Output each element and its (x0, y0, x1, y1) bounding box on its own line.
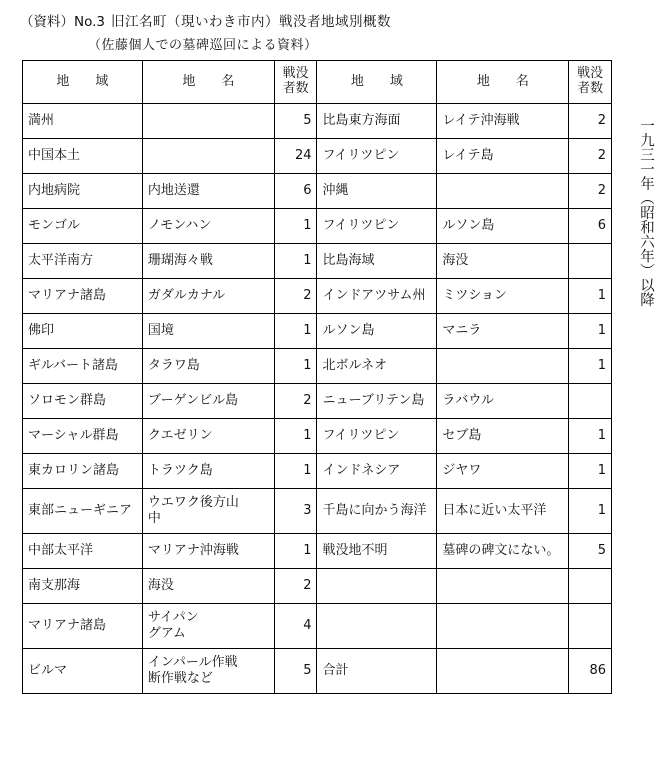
cell-region-left: 東カロリン諸島 (23, 454, 143, 489)
cell-count-left: 1 (274, 314, 317, 349)
cell-region-left: 東部ニューギニア (23, 489, 143, 534)
cell-count-left: 3 (274, 489, 317, 534)
cell-count-right: 2 (569, 139, 612, 174)
cell-region-left: マリアナ諸島 (23, 604, 143, 649)
cell-count-right: 1 (569, 454, 612, 489)
cell-count-left: 1 (274, 244, 317, 279)
cell-place-right: ラバウル (437, 384, 569, 419)
table-row (23, 349, 612, 384)
cell-count-left: 2 (274, 384, 317, 419)
cell-region-right: ルソン島 (317, 314, 437, 349)
header-main-line (20, 10, 600, 30)
table-row (23, 244, 612, 279)
table-row (23, 534, 612, 569)
table-row (23, 489, 612, 534)
cell-place-left: 海没 (142, 569, 274, 604)
cell-count-left: 1 (274, 534, 317, 569)
cell-count-left: 2 (274, 279, 317, 314)
casualty-table-container (22, 60, 612, 694)
cell-region-left: ギルバート諸島 (23, 349, 143, 384)
document-header (20, 10, 600, 53)
table-row (23, 139, 612, 174)
cell-place-right: ルソン島 (437, 209, 569, 244)
header-count-right-line2: 者数 (577, 81, 604, 96)
table-row (23, 419, 612, 454)
cell-count-right: 1 (569, 279, 612, 314)
table-row (23, 279, 612, 314)
cell-region-left: 中国本土 (23, 139, 143, 174)
cell-place-right (437, 649, 569, 694)
cell-place-right: セブ島 (437, 419, 569, 454)
header-place-right: 地 名 (437, 61, 569, 104)
cell-region-right: 北ボルネオ (317, 349, 437, 384)
header-region-right: 地 域 (317, 61, 437, 104)
cell-place-left: 国境 (142, 314, 274, 349)
table-body (23, 104, 612, 694)
cell-place-left: マリアナ沖海戦 (142, 534, 274, 569)
cell-region-left: ビルマ (23, 649, 143, 694)
cell-place-left: ノモンハン (142, 209, 274, 244)
cell-count-left: 1 (274, 454, 317, 489)
table-header-row (23, 61, 612, 104)
cell-place-right: 日本に近い太平洋 (437, 489, 569, 534)
cell-line: インパール作戦 (147, 654, 238, 670)
cell-count-right (569, 384, 612, 419)
header-region-left: 地 域 (23, 61, 143, 104)
cell-place-right: マニラ (437, 314, 569, 349)
cell-line: サイパン (147, 609, 199, 625)
header-count-right (569, 61, 612, 104)
cell-count-right: 6 (569, 209, 612, 244)
cell-region-left: ソロモン群島 (23, 384, 143, 419)
cell-line: グアム (147, 626, 186, 641)
cell-count-right: 2 (569, 104, 612, 139)
cell-count-right: 1 (569, 419, 612, 454)
cell-place-left: タラワ島 (142, 349, 274, 384)
cell-count-right (569, 569, 612, 604)
cell-place-left: ガダルカナル (142, 279, 274, 314)
cell-count-right: 86 (569, 649, 612, 694)
cell-place-left: クエゼリン (142, 419, 274, 454)
cell-count-left: 5 (274, 649, 317, 694)
header-count-left-line1: 戦没 (282, 66, 309, 82)
cell-region-right: フイリツピン (317, 419, 437, 454)
cell-region-left: 南支那海 (23, 569, 143, 604)
table-row (23, 174, 612, 209)
cell-region-left: 内地病院 (23, 174, 143, 209)
cell-place-right: 墓碑の碑文にない。 (437, 534, 569, 569)
cell-count-left: 4 (274, 604, 317, 649)
cell-place-right: レイテ沖海戦 (437, 104, 569, 139)
cell-region-right: 戦没地不明 (317, 534, 437, 569)
cell-region-right (317, 569, 437, 604)
cell-region-left: 太平洋南方 (23, 244, 143, 279)
cell-region-right: インドネシア (317, 454, 437, 489)
cell-region-right: 合計 (317, 649, 437, 694)
cell-place-right: ジヤワ (437, 454, 569, 489)
cell-region-right: 千島に向かう海洋 (317, 489, 437, 534)
cell-region-left: 中部太平洋 (23, 534, 143, 569)
cell-region-left: マーシャル群島 (23, 419, 143, 454)
cell-count-right: 5 (569, 534, 612, 569)
table-row (23, 454, 612, 489)
cell-count-right: 1 (569, 314, 612, 349)
document-title: 旧江名町（現いわき市内）戦没者地域別概数 (111, 14, 392, 30)
casualty-table (22, 60, 612, 694)
cell-place-left: 珊瑚海々戦 (142, 244, 274, 279)
cell-place-left: ブーゲンビル島 (142, 384, 274, 419)
cell-count-right (569, 604, 612, 649)
cell-region-right (317, 604, 437, 649)
cell-place-right (437, 349, 569, 384)
cell-region-right: 沖縄 (317, 174, 437, 209)
cell-count-left: 6 (274, 174, 317, 209)
cell-count-right: 1 (569, 489, 612, 534)
cell-place-right: ミツション (437, 279, 569, 314)
cell-place-left (142, 489, 274, 534)
table-row (23, 569, 612, 604)
cell-place-left (142, 649, 274, 694)
cell-place-left: 内地送還 (142, 174, 274, 209)
cell-count-left: 1 (274, 419, 317, 454)
cell-count-left: 5 (274, 104, 317, 139)
cell-region-left: モンゴル (23, 209, 143, 244)
cell-count-left: 24 (274, 139, 317, 174)
cell-place-right (437, 174, 569, 209)
cell-place-right (437, 569, 569, 604)
table-row (23, 314, 612, 349)
cell-region-right: フイリツピン (317, 209, 437, 244)
cell-count-right: 2 (569, 174, 612, 209)
cell-region-left: 佛印 (23, 314, 143, 349)
cell-place-left: トラツク島 (142, 454, 274, 489)
cell-region-left: マリアナ諸島 (23, 279, 143, 314)
cell-place-right: 海没 (437, 244, 569, 279)
cell-region-right: インドアツサム州 (317, 279, 437, 314)
table-row (23, 104, 612, 139)
cell-line: 断作戦など (147, 671, 213, 686)
cell-count-left: 1 (274, 349, 317, 384)
vertical-side-note: 一九三一年（昭和六年）以降 (638, 117, 654, 307)
cell-line: ウエワク後方山 (147, 494, 239, 510)
cell-region-right: ニューブリテン島 (317, 384, 437, 419)
cell-region-left: 満州 (23, 104, 143, 139)
table-row (23, 604, 612, 649)
cell-region-right: 比島海域 (317, 244, 437, 279)
header-count-left (274, 61, 317, 104)
source-label: （資料）No.3 (20, 14, 106, 30)
header-count-right-line1: 戦没 (577, 66, 604, 82)
table-row (23, 384, 612, 419)
header-place-left: 地 名 (142, 61, 274, 104)
table-row (23, 209, 612, 244)
cell-place-left (142, 604, 274, 649)
cell-count-left: 2 (274, 569, 317, 604)
cell-place-left (142, 139, 274, 174)
cell-place-right (437, 604, 569, 649)
table-row (23, 649, 612, 694)
cell-count-right (569, 244, 612, 279)
cell-count-left: 1 (274, 209, 317, 244)
header-count-left-line2: 者数 (282, 81, 309, 96)
cell-place-right: レイテ島 (437, 139, 569, 174)
cell-region-right: 比島東方海面 (317, 104, 437, 139)
cell-region-right: フイリツピン (317, 139, 437, 174)
cell-line: 中 (147, 511, 161, 526)
cell-place-left (142, 104, 274, 139)
document-subtitle: （佐藤個人での墓碑巡回による資料） (88, 38, 318, 53)
cell-count-right: 1 (569, 349, 612, 384)
